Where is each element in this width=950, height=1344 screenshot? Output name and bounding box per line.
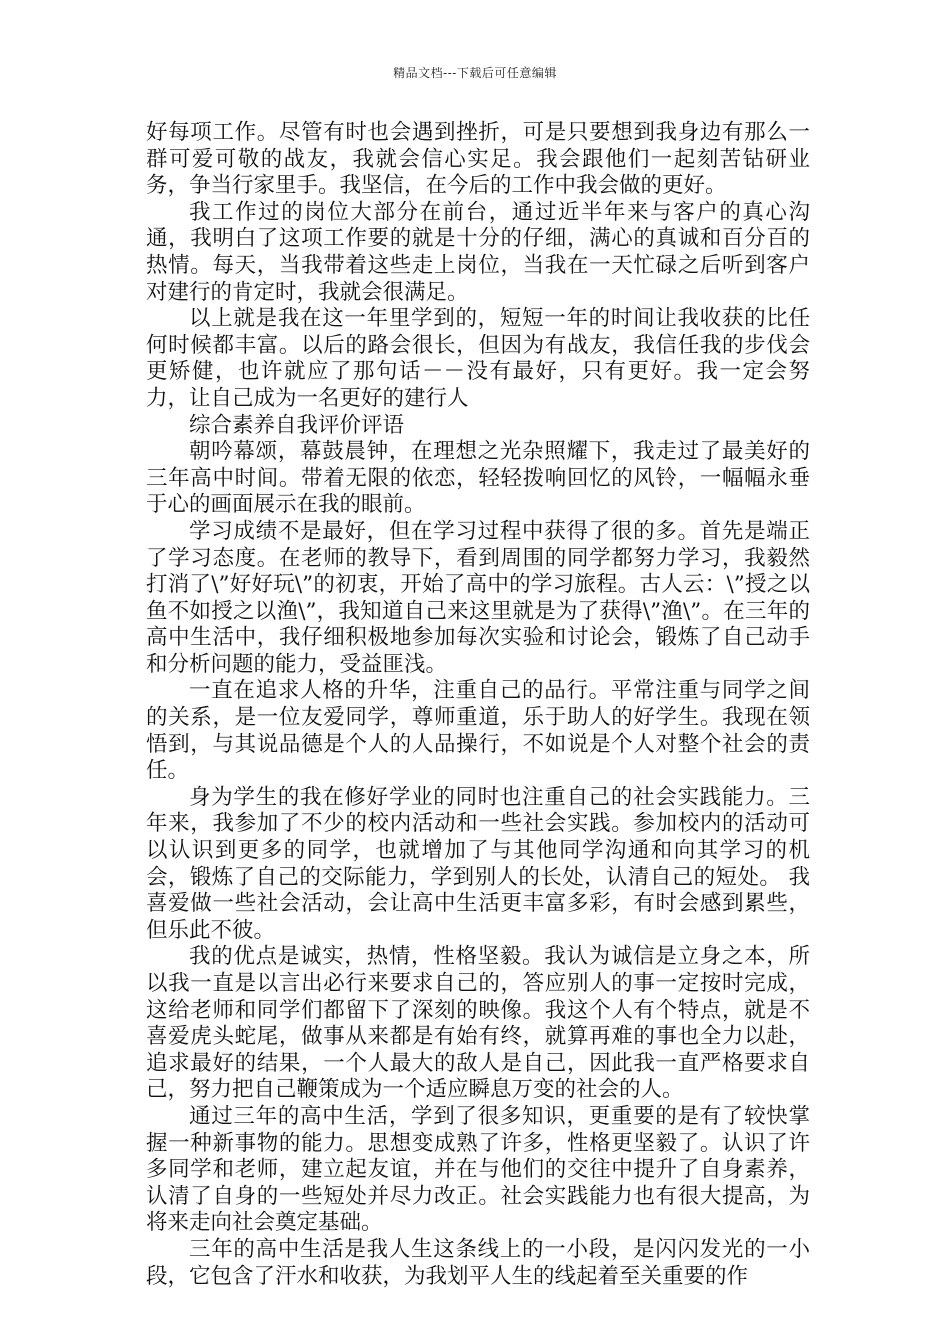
document-body	[146, 120, 810, 1290]
paragraph: 学习成绩不是最好，但在学习过程中获得了很的多。首先是端正了学习态度。在老师的教导下，看到周围的同学都努力学习，我毅然打消了\”好好玩\”的初衷，开始了高中的学习旅程。古人云：\”授之以鱼不如授之以渔\”，我知道自己来这里就是为了获得\”渔\”。在三年的高中生活中，我仔细积极地参加每次实验和讨论会，锻炼了自己动手和分析问题的能力，受益匪浅。	[146, 518, 810, 677]
paragraph: 以上就是我在这一年里学到的，短短一年的时间让我收获的比任何时候都丰富。以后的路会很长，但因为有战友，我信任我的步伐会更矫健，也许就应了那句话－－没有最好，只有更好。我一定会努力，让自己成为一名更好的建行人	[146, 306, 810, 411]
paragraph: 一直在追求人格的升华，注重自己的品行。平常注重与同学之间的关系，是一位友爱同学，尊师重道，乐于助人的好学生。我现在领悟到，与其说品德是个人的人品操行，不如说是个人对整个社会的责任。	[146, 678, 810, 784]
paragraph: 我工作过的岗位大部分在前台，通过近半年来与客户的真心沟通，我明白了这项工作要的就是十分的仔细，满心的真诚和百分百的热情。每天，当我带着这些走上岗位，当我在一天忙碌之后听到客户对建行的肯定时，我就会很满足。	[146, 199, 810, 305]
paragraph: 三年的高中生活是我人生这条线上的一小段，是闪闪发光的一小段，它包含了汗水和收获，为我划平人生的线起着至关重要的作	[146, 1236, 810, 1289]
page-header: 精品文档---下载后可任意编辑	[393, 66, 557, 80]
paragraph: 我的优点是诚实，热情，性格坚毅。我认为诚信是立身之本，所以我一直是以言出必行来要求自己的，答应别人的事一定按时完成，这给老师和同学们都留下了深刻的映像。我这个人有个特点，就是不喜爱虎头蛇尾，做事从来都是有始有终，就算再难的事也全力以赴，追求最好的结果，一个人最大的敌人是自己，因此我一直严格要求自己，努力把自己鞭策成为一个适应瞬息万变的社会的人。	[146, 944, 810, 1103]
paragraph: 朝吟幕颂，幕鼓晨钟，在理想之光杂照耀下，我走过了最美好的三年高中时间。带着无限的依恋，轻轻拨响回忆的风铃，一幅幅永垂于心的画面展示在我的眼前。	[146, 439, 810, 518]
paragraph: 身为学生的我在修好学业的同时也注重自己的社会实践能力。三年来，我参加了不少的校内活动和一些社会实践。参加校内的活动可以认识到更多的同学，也就增加了与其他同学沟通和向其学习的机会，锻炼了自己的交际能力，学到别人的长处，认清自己的短处。 我喜爱做一些社会活动，会让高中生活更丰富多彩，有时会感到累些，但乐此不彼。	[146, 784, 810, 943]
section-heading: 综合素养自我评价评语	[189, 412, 405, 438]
paragraph-continued: 好每项工作。尽管有时也会遇到挫折，可是只要想到我身边有那么一群可爱可敬的战友，我就会信心实足。我会跟他们一起刻苦钻研业务，争当行家里手。我坚信，在今后的工作中我会做的更好。	[146, 120, 810, 199]
paragraph: 通过三年的高中生活，学到了很多知识，更重要的是有了较快掌握一种新事物的能力。思想变成熟了许多，性格更坚毅了。认识了许多同学和老师，建立起友谊，并在与他们的交往中提升了自身素养，认清了自身的一些短处并尽力改正。社会实践能力也有很大提高，为将来走向社会奠定基础。	[146, 1103, 810, 1236]
